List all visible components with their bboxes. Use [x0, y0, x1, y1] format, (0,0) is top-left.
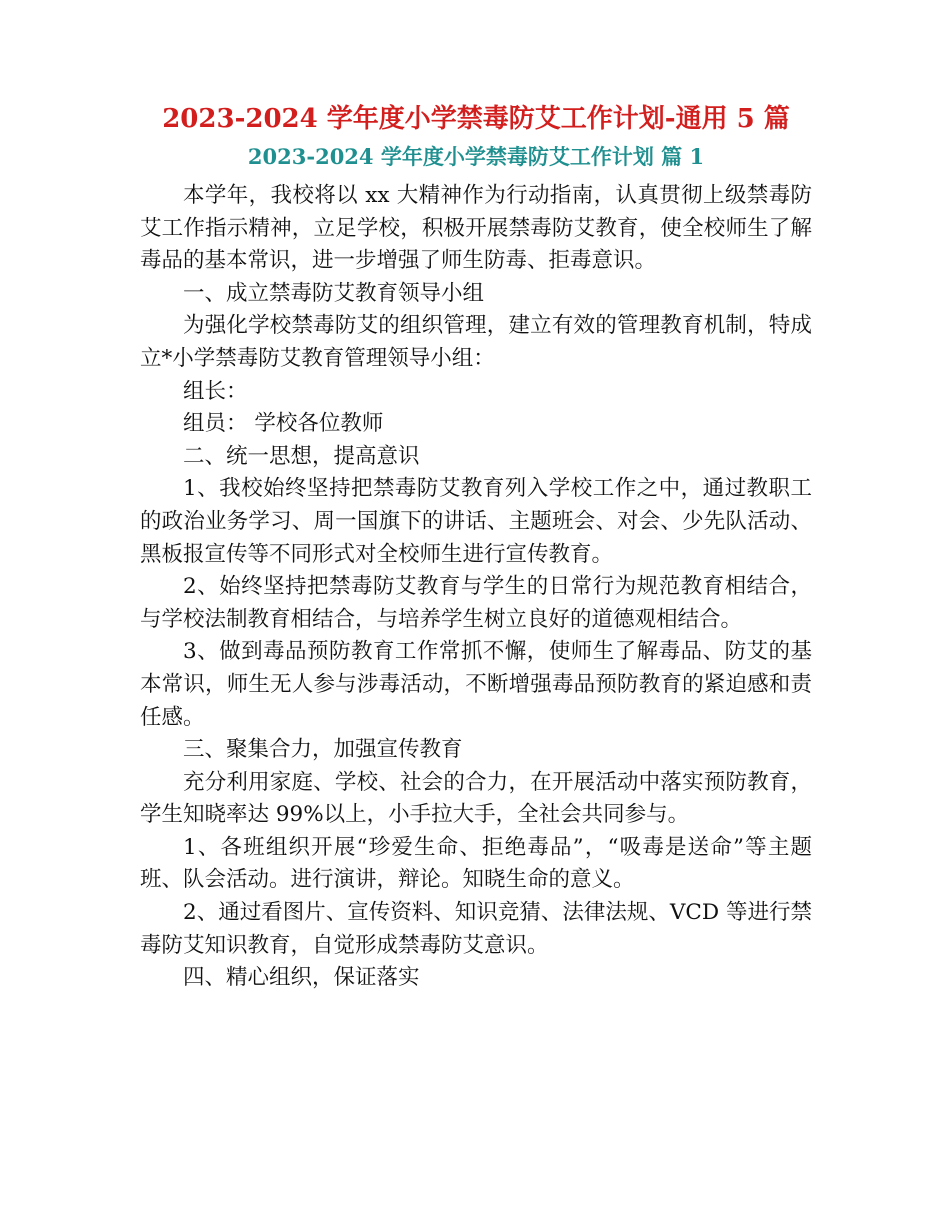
paragraph-item-2: 2、始终坚持把禁毒防艾教育与学生的日常行为规范教育相结合，与学校法制教育相结合，与培养学生树立良好的道德观相结合。	[140, 574, 812, 632]
section-heading-3: 三、聚集合力，加强宣传教育	[183, 737, 463, 763]
section-heading-2: 二、统一思想，提高意识	[183, 443, 420, 469]
paragraph-leadership: 为强化学校禁毒防艾的组织管理，建立有效的管理教育机制，特成立*小学禁毒防艾教育管理领导小组：	[140, 313, 812, 371]
paragraph-activity-1: 1、各班组织开展“珍爱生命、拒绝毒品”，“吸毒是送命”等主题班、队会活动。进行演讲，辩论。知晓生命的意义。	[140, 834, 812, 893]
section-heading-4: 四、精心组织，保证落实	[183, 965, 420, 991]
paragraph-cooperation: 充分利用家庭、学校、社会的合力，在开展活动中落实预防教育，学生知晓率达 99%以上，小手拉大手，全社会共同参与。	[140, 769, 812, 828]
document-title: 2023-2024 学年度小学禁毒防艾工作计划-通用 5 篇	[162, 104, 790, 134]
paragraph-leader: 组长：	[183, 378, 248, 404]
paragraph-intro: 本学年，我校将以 xx 大精神作为行动指南，认真贯彻上级禁毒防艾工作指示精神，立足学校，积极开展禁毒防艾教育，使全校师生了解毒品的基本常识，进一步增强了师生防毒、拒毒意识。	[140, 183, 812, 274]
paragraph-members: 组员： 学校各位教师	[183, 411, 384, 437]
paragraph-item-3: 3、做到毒品预防教育工作常抓不懈，使师生了解毒品、防艾的基本常识，师生无人参与涉毒活动，不断增强毒品预防教育的紧迫感和责任感。	[140, 639, 812, 730]
section-heading-1: 一、成立禁毒防艾教育领导小组	[183, 280, 485, 306]
paragraph-item-1: 1、我校始终坚持把禁毒防艾教育列入学校工作之中，通过教职工的政治业务学习、周一国旗下的讲话、主题班会、对会、少先队活动、黑板报宣传等不同形式对全校师生进行宣传教育。	[140, 476, 812, 567]
document-subtitle: 2023-2024 学年度小学禁毒防艾工作计划 篇 1	[247, 144, 705, 169]
paragraph-activity-2: 2、通过看图片、宣传资料、知识竞猜、法律法规、VCD 等进行禁毒防艾知识教育，自觉形成禁毒防艾意识。	[140, 900, 812, 958]
